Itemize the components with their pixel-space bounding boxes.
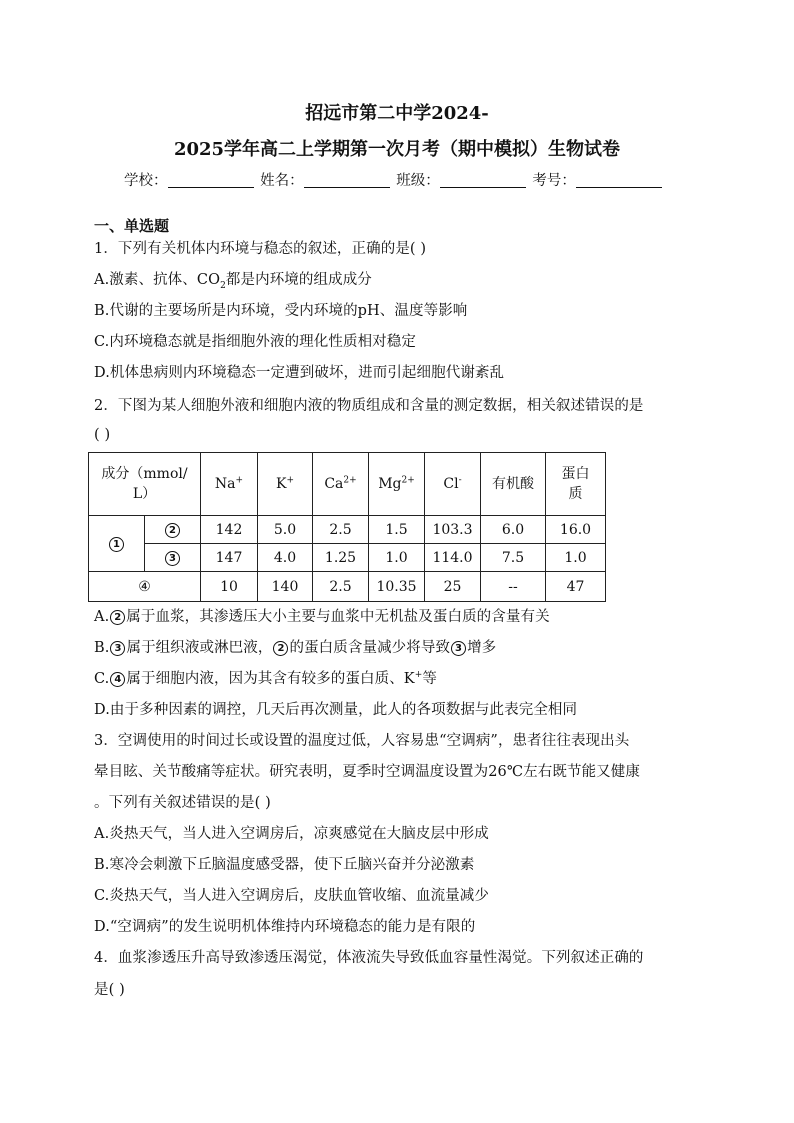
- table-row: [89, 572, 606, 602]
- header-organic-acid: 有机酸: [481, 453, 546, 516]
- class-label: 班级：: [396, 173, 440, 189]
- q1-option-a: [94, 270, 372, 290]
- row-label-4: ④: [89, 572, 201, 602]
- table-cell: 16.0: [546, 516, 606, 544]
- table-cell: 1.25: [313, 544, 369, 572]
- q2-stem-line-1: 2．下图为某人细胞外液和细胞内液的物质组成和含量的测定数据，相关叙述错误的是: [94, 398, 644, 414]
- table-cell: 103.3: [425, 516, 481, 544]
- table-cell: 4.0: [258, 544, 313, 572]
- table-row: [89, 544, 606, 572]
- section-title: 一、单选题: [94, 217, 170, 235]
- table-header-row: [89, 453, 606, 516]
- table-cell: 2.5: [313, 572, 369, 602]
- q3-stem-line-1: 3．空调使用的时间过长或设置的温度过低，人容易患“空调病”，患者往往表现出头: [94, 733, 630, 749]
- header-na: Na+: [201, 453, 258, 516]
- composition-table: [88, 452, 606, 602]
- q2-option-a: A. 2 属于血浆，其渗透压大小主要与血浆中无机盐及蛋白质的含量有关: [94, 609, 550, 625]
- table-cell: 10: [201, 572, 258, 602]
- school-label: 学校：: [124, 173, 168, 189]
- table-cell: 5.0: [258, 516, 313, 544]
- q3-stem-line-2: 晕目眩、关节酸痛等症状。研究表明，夏季时空调温度设置为26℃左右既节能又健康: [94, 764, 640, 780]
- table-cell: 147: [201, 544, 258, 572]
- table-row: [89, 516, 606, 544]
- q3-option-c: C.炎热天气，当人进入空调房后，皮肤血管收缩、血流量减少: [94, 888, 489, 904]
- header-protein: 蛋白 质: [546, 453, 606, 516]
- name-blank[interactable]: [304, 173, 390, 188]
- q2-option-c: C. 4 属于细胞内液，因为其含有较多的蛋白质、K+等: [94, 670, 437, 687]
- table-cell: 47: [546, 572, 606, 602]
- header-mg: $Mg^{2+}$: [369, 453, 425, 516]
- q3-stem-line-3: 。下列有关叙述错误的是( ): [94, 795, 271, 811]
- header-ca: $Ca^{2+}$: [313, 453, 369, 516]
- student-info-row: [124, 172, 664, 190]
- table-cell: 140: [258, 572, 313, 602]
- q4-stem-line-1: 4．血浆渗透压升高导致渗透压渴觉，体液流失导致低血容量性渴觉。下列叙述正确的: [94, 950, 644, 966]
- q1-option-c: C.内环境稳态就是指细胞外液的理化性质相对稳定: [94, 334, 416, 350]
- q2-option-d: D.由于多种因素的调控，几天后再次测量，此人的各项数据与此表完全相同: [94, 702, 578, 718]
- q1-a-post: 都是内环境的组成成分: [225, 272, 372, 288]
- table-cell: 1.0: [546, 544, 606, 572]
- page-title-line-2: 2025学年高二上学期第一次月考（期中模拟）生物试卷: [173, 139, 621, 160]
- table-cell: 25: [425, 572, 481, 602]
- page-title-line-1: 招远市第二中学2024-: [305, 103, 489, 124]
- table-cell: 7.5: [481, 544, 546, 572]
- table-cell: --: [481, 572, 546, 602]
- q1-stem: 1．下列有关机体内环境与稳态的叙述，正确的是( ): [94, 241, 427, 257]
- q1-option-b: B.代谢的主要场所是内环境，受内环境的pH、温度等影响: [94, 303, 468, 319]
- table-cell: 114.0: [425, 544, 481, 572]
- row-label-1: 1: [89, 516, 145, 572]
- name-label: 姓名：: [260, 173, 304, 189]
- class-blank[interactable]: [440, 173, 526, 188]
- table-cell: 6.0: [481, 516, 546, 544]
- table-cell: 10.35: [369, 572, 425, 602]
- exam-number-label: 考号：: [532, 173, 576, 189]
- header-cl: Cl-: [425, 453, 481, 516]
- row-label-2: 2: [145, 516, 201, 544]
- q2-option-b: B. 3 属于组织液或淋巴液， 2 的蛋白质含量减少将导致 3 增多: [94, 640, 497, 656]
- school-blank[interactable]: [168, 173, 254, 188]
- exam-number-blank[interactable]: [576, 173, 662, 188]
- q3-option-b: B.寒冷会刺激下丘脑温度感受器，使下丘脑兴奋并分泌激素: [94, 857, 475, 873]
- q3-option-a: A.炎热天气，当人进入空调房后，凉爽感觉在大脑皮层中形成: [94, 826, 489, 842]
- table-cell: 2.5: [313, 516, 369, 544]
- header-k: K+: [258, 453, 313, 516]
- q1-a-pre: A.激素、抗体、CO: [94, 272, 221, 288]
- q1-a-sub: 2: [220, 280, 226, 291]
- header-component: 成分（mmol/ L）: [89, 453, 201, 516]
- table-cell: 1.0: [369, 544, 425, 572]
- q3-option-d: D.“空调病”的发生说明机体维持内环境稳态的能力是有限的: [94, 919, 476, 935]
- table-cell: 1.5: [369, 516, 425, 544]
- table-cell: 142: [201, 516, 258, 544]
- q2-stem-line-2: ( ): [94, 427, 111, 443]
- q4-stem-line-2: 是( ): [94, 982, 125, 998]
- q1-option-d: D.机体患病则内环境稳态一定遭到破坏，进而引起细胞代谢紊乱: [94, 365, 505, 381]
- row-label-3: 3: [145, 544, 201, 572]
